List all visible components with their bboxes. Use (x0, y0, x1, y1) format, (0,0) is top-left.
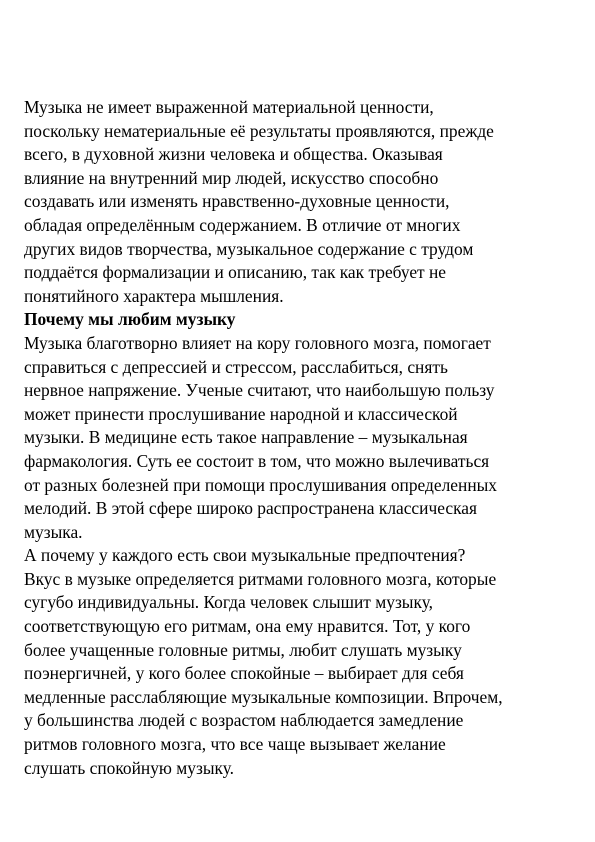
text-line: поддаётся формализации и описанию, так как требует не (24, 262, 447, 283)
text-line: может принести прослушивание народной и классической (24, 403, 458, 424)
document-body (24, 96, 572, 780)
text-line: обладая определённым содержанием. В отличие от многих (24, 214, 461, 235)
text-line: других видов творчества, музыкальное содержание с трудом (24, 238, 474, 259)
text-line: сугубо индивидуальны. Когда человек слышит музыку, (24, 592, 434, 613)
text-line: музыка. (24, 521, 83, 542)
text-line: фармакология. Суть ее состоит в том, что можно вылечиваться (24, 450, 490, 471)
text-line: А почему у каждого есть свои музыкальные предпочтения? (24, 545, 466, 566)
paragraph-intro (24, 96, 572, 308)
text-line: справиться с депрессией и стрессом, расслабиться, снять (24, 356, 448, 377)
text-line: всего, в духовной жизни человека и общества. Оказывая (24, 144, 443, 165)
text-line: Музыка благотворно влияет на кору головного мозга, помогает (24, 332, 491, 353)
text-line: соответствующую его ритмам, она ему нравится. Тот, у кого (24, 616, 471, 637)
paragraph-preferences (24, 544, 572, 780)
text-line: ритмов головного мозга, что все чаще вызывает желание (24, 734, 446, 755)
text-line: создавать или изменять нравственно-духовные ценности, (24, 191, 450, 212)
text-line: влияние на внутренний мир людей, искусство способно (24, 167, 439, 188)
text-line: слушать спокойную музыку. (24, 757, 235, 778)
text-line: Вкус в музыке определяется ритмами головного мозга, которые (24, 568, 497, 589)
text-line: медленные расслабляющие музыкальные композиции. Впрочем, (24, 686, 503, 707)
text-line: у большинства людей с возрастом наблюдается замедление (24, 710, 464, 731)
text-line: нервное напряжение. Ученые считают, что наибольшую пользу (24, 380, 495, 401)
text-line: поэнергичней, у кого более спокойные – выбирает для себя (24, 663, 464, 684)
text-line: Музыка не имеет выраженной материальной ценности, (24, 97, 434, 117)
paragraph-benefits (24, 332, 572, 544)
text-line: музыки. В медицине есть такое направление – музыкальная (24, 427, 468, 448)
text-line: мелодий. В этой сфере широко распространена классическая (24, 498, 477, 519)
text-line: поскольку нематериальные её результаты проявляются, прежде (24, 120, 494, 141)
text-line: понятийного характера мышления. (24, 285, 284, 306)
section-heading: Почему мы любим музыку (24, 309, 236, 330)
text-line: от разных болезней при помощи прослушивания определенных (24, 474, 498, 495)
text-line: более учащенные головные ритмы, любит слушать музыку (24, 639, 462, 660)
